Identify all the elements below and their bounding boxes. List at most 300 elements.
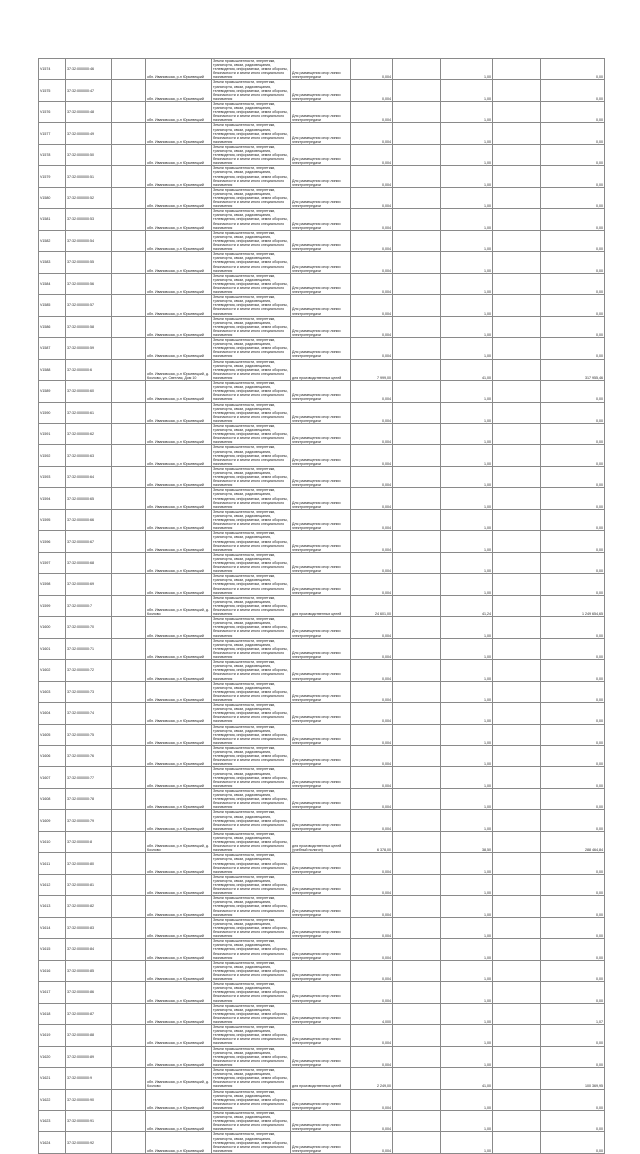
blank-cell <box>393 1046 441 1067</box>
blank-cell <box>112 59 146 80</box>
value: 0,00 <box>541 960 605 981</box>
permitted-use: Для размещения опор линии электропередачи <box>291 939 351 960</box>
address: обл. Ивановская, р-н Юрьевецкий <box>146 724 212 745</box>
row-code: V1619 <box>39 1025 66 1046</box>
value: 0,00 <box>541 209 605 230</box>
area: 24 601,00 <box>351 595 393 616</box>
address: обл. Ивановская, р-н Юрьевецкий <box>146 1089 212 1110</box>
blank-cell <box>393 80 441 101</box>
value: 0,00 <box>541 917 605 938</box>
table-row <box>39 681 605 702</box>
value: 0,00 <box>541 80 605 101</box>
permitted-use: Для размещения опор линии электропередачи <box>291 1110 351 1131</box>
land-category: Земли промышленности, энергетики, транспорта, связи, радиовещания, телевидения, информатики, земли обороны, безопасности и земли иного специального назначения <box>212 1110 291 1131</box>
row-code: V1583 <box>39 252 66 273</box>
land-category: Земли промышленности, энергетики, транспорта, связи, радиовещания, телевидения, информатики, земли обороны, безопасности и земли иного специального назначения <box>212 466 291 487</box>
value: 1,07 <box>541 1003 605 1024</box>
area: 0,004 <box>351 423 393 444</box>
land-category: Земли промышленности, энергетики, транспорта, связи, радиовещания, телевидения, информатики, земли обороны, безопасности и земли иного специального назначения <box>212 917 291 938</box>
blank-cell <box>112 810 146 831</box>
address: обл. Ивановская, р-н Юрьевецкий <box>146 638 212 659</box>
permitted-use: Для размещения опор линии электропередачи <box>291 810 351 831</box>
blank-cell <box>493 917 541 938</box>
address: обл. Ивановская, р-н Юрьевецкий <box>146 509 212 530</box>
blank-cell <box>393 874 441 895</box>
value: 0,00 <box>541 273 605 294</box>
address: обл. Ивановская, р-н Юрьевецкий <box>146 381 212 402</box>
blank-cell <box>493 166 541 187</box>
value: 0,00 <box>541 767 605 788</box>
table-row <box>39 230 605 251</box>
table-row <box>39 595 605 616</box>
blank-cell <box>112 531 146 552</box>
table-row <box>39 1003 605 1024</box>
land-category: Земли промышленности, энергетики, транспорта, связи, радиовещания, телевидения, информатики, земли обороны, безопасности и земли иного специального назначения <box>212 574 291 595</box>
table-row <box>39 831 605 852</box>
value: 0,00 <box>541 166 605 187</box>
cadastral-number: 37:32:000000:7 <box>66 595 112 616</box>
area: 0,004 <box>351 123 393 144</box>
blank-cell <box>112 316 146 337</box>
cadastral-number: 37:32:000000:8 <box>66 831 112 852</box>
address: обл. Ивановская, р-н Юрьевецкий <box>146 273 212 294</box>
address: обл. Ивановская, р-н Юрьевецкий <box>146 166 212 187</box>
row-code: V1607 <box>39 767 66 788</box>
table-row <box>39 423 605 444</box>
table-row <box>39 1068 605 1089</box>
row-code: V1614 <box>39 917 66 938</box>
blank-cell <box>112 80 146 101</box>
row-code: V1592 <box>39 445 66 466</box>
coefficient: 1,00 <box>441 230 493 251</box>
cadastral-number: 37:32:000000:61 <box>66 402 112 423</box>
area: 0,004 <box>351 982 393 1003</box>
cadastral-number: 37:32:000000:87 <box>66 1003 112 1024</box>
blank-cell <box>493 101 541 122</box>
blank-cell <box>393 810 441 831</box>
land-category: Земли промышленности, энергетики, транспорта, связи, радиовещания, телевидения, информатики, земли обороны, безопасности и земли иного специального назначения <box>212 423 291 444</box>
value: 0,00 <box>541 338 605 359</box>
land-category: Земли промышленности, энергетики, транспорта, связи, радиовещания, телевидения, информатики, земли обороны, безопасности и земли иного специального назначения <box>212 810 291 831</box>
row-code: V1610 <box>39 831 66 852</box>
permitted-use: Для размещения опор линии электропередачи <box>291 917 351 938</box>
value: 0,00 <box>541 574 605 595</box>
blank-cell <box>112 960 146 981</box>
row-code: V1603 <box>39 681 66 702</box>
value: 0,00 <box>541 531 605 552</box>
coefficient: 1,00 <box>441 1110 493 1131</box>
table-row <box>39 617 605 638</box>
value: 0,00 <box>541 874 605 895</box>
land-category: Земли промышленности, энергетики, транспорта, связи, радиовещания, телевидения, информатики, земли обороны, безопасности и земли иного специального назначения <box>212 960 291 981</box>
area: 0,004 <box>351 402 393 423</box>
land-category: Земли промышленности, энергетики, транспорта, связи, радиовещания, телевидения, информатики, земли обороны, безопасности и земли иного специального назначения <box>212 939 291 960</box>
coefficient: 1,00 <box>441 1046 493 1067</box>
cadastral-number: 37:32:000000:63 <box>66 445 112 466</box>
coefficient: 1,00 <box>441 252 493 273</box>
address: обл. Ивановская, р-н Юрьевецкий, д. Козлово <box>146 1068 212 1089</box>
blank-cell <box>493 402 541 423</box>
blank-cell <box>493 681 541 702</box>
blank-cell <box>393 660 441 681</box>
table-row <box>39 402 605 423</box>
coefficient: 1,00 <box>441 488 493 509</box>
blank-cell <box>393 853 441 874</box>
blank-cell <box>112 166 146 187</box>
table-row <box>39 209 605 230</box>
address: обл. Ивановская, р-н Юрьевецкий <box>146 917 212 938</box>
blank-cell <box>112 445 146 466</box>
area: 0,004 <box>351 209 393 230</box>
blank-cell <box>112 1025 146 1046</box>
cadastral-number: 37:32:000000:51 <box>66 166 112 187</box>
area: 0,004 <box>351 917 393 938</box>
table-row <box>39 466 605 487</box>
blank-cell <box>493 144 541 165</box>
cadastral-number: 37:32:000000:88 <box>66 1025 112 1046</box>
area: 0,004 <box>351 80 393 101</box>
permitted-use: Для размещения опор линии электропередачи <box>291 59 351 80</box>
land-category: Земли промышленности, энергетики, транспорта, связи, радиовещания, телевидения, информатики, земли обороны, безопасности и земли иного специального назначения <box>212 552 291 573</box>
cadastral-number: 37:32:000000:83 <box>66 917 112 938</box>
row-code: V1612 <box>39 874 66 895</box>
row-code: V1601 <box>39 638 66 659</box>
cadastral-number: 37:32:000000:58 <box>66 316 112 337</box>
cadastral-number: 37:32:000000:74 <box>66 703 112 724</box>
table-row <box>39 982 605 1003</box>
blank-cell <box>493 574 541 595</box>
area: 0,004 <box>351 1089 393 1110</box>
address: обл. Ивановская, р-н Юрьевецкий <box>146 295 212 316</box>
permitted-use: Для размещения опор линии электропередачи <box>291 423 351 444</box>
value: 0,00 <box>541 381 605 402</box>
blank-cell <box>393 187 441 208</box>
blank-cell <box>393 445 441 466</box>
table-row <box>39 316 605 337</box>
area: 0,004 <box>351 724 393 745</box>
table-row <box>39 960 605 981</box>
permitted-use: для производственных целей <box>291 1068 351 1089</box>
land-category: Земли промышленности, энергетики, транспорта, связи, радиовещания, телевидения, информатики, земли обороны, безопасности и земли иного специального назначения <box>212 509 291 530</box>
permitted-use: Для размещения опор линии электропередачи <box>291 1003 351 1024</box>
land-category: Земли промышленности, энергетики, транспорта, связи, радиовещания, телевидения, информатики, земли обороны, безопасности и земли иного специального назначения <box>212 488 291 509</box>
blank-cell <box>112 874 146 895</box>
cadastral-number: 37:32:000000:81 <box>66 874 112 895</box>
value: 0,00 <box>541 488 605 509</box>
cadastral-number: 37:32:000000:71 <box>66 638 112 659</box>
blank-cell <box>393 767 441 788</box>
address: обл. Ивановская, р-н Юрьевецкий <box>146 466 212 487</box>
row-code: V1594 <box>39 488 66 509</box>
row-code: V1600 <box>39 617 66 638</box>
area: 0,004 <box>351 445 393 466</box>
coefficient: 1,00 <box>441 724 493 745</box>
coefficient: 1,00 <box>441 982 493 1003</box>
permitted-use: Для размещения опор линии электропередачи <box>291 638 351 659</box>
land-category: Земли промышленности, энергетики, транспорта, связи, радиовещания, телевидения, информатики, земли обороны, безопасности и земли иного специального назначения <box>212 1003 291 1024</box>
address: обл. Ивановская, р-н Юрьевецкий <box>146 767 212 788</box>
cadastral-number: 37:32:000000:90 <box>66 1089 112 1110</box>
address: обл. Ивановская, р-н Юрьевецкий <box>146 252 212 273</box>
coefficient: 1,00 <box>441 874 493 895</box>
coefficient: 1,00 <box>441 574 493 595</box>
address: обл. Ивановская, р-н Юрьевецкий, д. Козлово <box>146 831 212 852</box>
land-category: Земли промышленности, энергетики, транспорта, связи, радиовещания, телевидения, информатики, земли обороны, безопасности и земли иного специального назначения <box>212 316 291 337</box>
blank-cell <box>112 853 146 874</box>
blank-cell <box>112 1132 146 1153</box>
blank-cell <box>393 381 441 402</box>
area: 0,004 <box>351 552 393 573</box>
permitted-use: Для размещения опор линии электропередачи <box>291 1046 351 1067</box>
land-category: Земли промышленности, энергетики, транспорта, связи, радиовещания, телевидения, информатики, земли обороны, безопасности и земли иного специального назначения <box>212 1132 291 1153</box>
blank-cell <box>112 466 146 487</box>
table-row <box>39 1089 605 1110</box>
table-row <box>39 917 605 938</box>
blank-cell <box>112 574 146 595</box>
land-category: Земли промышленности, энергетики, транспорта, связи, радиовещания, телевидения, информатики, земли обороны, безопасности и земли иного специального назначения <box>212 402 291 423</box>
blank-cell <box>393 574 441 595</box>
table-row <box>39 144 605 165</box>
value: 0,00 <box>541 982 605 1003</box>
cadastral-number: 37:32:000000:69 <box>66 574 112 595</box>
blank-cell <box>493 660 541 681</box>
blank-cell <box>493 488 541 509</box>
blank-cell <box>112 423 146 444</box>
cadastral-number: 37:32:000000:60 <box>66 381 112 402</box>
coefficient: 1,00 <box>441 295 493 316</box>
row-code: V1602 <box>39 660 66 681</box>
blank-cell <box>112 917 146 938</box>
row-code: V1575 <box>39 80 66 101</box>
land-category: Земли промышленности, энергетики, транспорта, связи, радиовещания, телевидения, информатики, земли обороны, безопасности и земли иного специального назначения <box>212 359 291 380</box>
address: обл. Ивановская, р-н Юрьевецкий <box>146 810 212 831</box>
blank-cell <box>393 1110 441 1131</box>
blank-cell <box>493 531 541 552</box>
blank-cell <box>112 402 146 423</box>
blank-cell <box>393 402 441 423</box>
land-category: Земли промышленности, энергетики, транспорта, связи, радиовещания, телевидения, информатики, земли обороны, безопасности и земли иного специального назначения <box>212 1025 291 1046</box>
blank-cell <box>393 166 441 187</box>
blank-cell <box>493 788 541 809</box>
row-code: V1623 <box>39 1110 66 1131</box>
area: 0,004 <box>351 488 393 509</box>
address: обл. Ивановская, р-н Юрьевецкий <box>146 187 212 208</box>
cadastral-number: 37:32:000000:48 <box>66 101 112 122</box>
coefficient: 1,00 <box>441 660 493 681</box>
cadastral-number: 37:32:000000:59 <box>66 338 112 359</box>
permitted-use: Для размещения опор линии электропередачи <box>291 982 351 1003</box>
table-row <box>39 338 605 359</box>
address: обл. Ивановская, р-н Юрьевецкий <box>146 552 212 573</box>
cadastral-number: 37:32:000000:66 <box>66 509 112 530</box>
blank-cell <box>493 59 541 80</box>
blank-cell <box>112 209 146 230</box>
permitted-use: Для размещения опор линии электропередачи <box>291 724 351 745</box>
coefficient: 1,00 <box>441 638 493 659</box>
blank-cell <box>393 1025 441 1046</box>
area: 0,004 <box>351 960 393 981</box>
row-code: V1584 <box>39 273 66 294</box>
row-code: V1580 <box>39 187 66 208</box>
row-code: V1599 <box>39 595 66 616</box>
table-row <box>39 273 605 294</box>
cadastral-number: 37:32:000000:73 <box>66 681 112 702</box>
table-row <box>39 552 605 573</box>
coefficient: 1,00 <box>441 767 493 788</box>
table-row <box>39 252 605 273</box>
permitted-use: Для размещения опор линии электропередачи <box>291 531 351 552</box>
value: 0,00 <box>541 509 605 530</box>
value: 0,00 <box>541 101 605 122</box>
address: обл. Ивановская, р-н Юрьевецкий <box>146 681 212 702</box>
row-code: V1616 <box>39 960 66 981</box>
permitted-use: Для размещения опор линии электропередачи <box>291 466 351 487</box>
table-row <box>39 703 605 724</box>
land-category: Земли промышленности, энергетики, транспорта, связи, радиовещания, телевидения, информатики, земли обороны, безопасности и земли иного специального назначения <box>212 595 291 616</box>
area: 0,004 <box>351 746 393 767</box>
address: обл. Ивановская, р-н Юрьевецкий <box>146 531 212 552</box>
area: 0,004 <box>351 59 393 80</box>
permitted-use: Для размещения опор линии электропередачи <box>291 660 351 681</box>
area: 0,004 <box>351 896 393 917</box>
value: 0,00 <box>541 252 605 273</box>
land-category: Земли промышленности, энергетики, транспорта, связи, радиовещания, телевидения, информатики, земли обороны, безопасности и земли иного специального назначения <box>212 273 291 294</box>
coefficient: 1,00 <box>441 381 493 402</box>
blank-cell <box>393 1132 441 1153</box>
permitted-use: Для размещения опор линии электропередачи <box>291 960 351 981</box>
blank-cell <box>393 960 441 981</box>
address: обл. Ивановская, р-н Юрьевецкий <box>146 402 212 423</box>
blank-cell <box>493 746 541 767</box>
address: обл. Ивановская, р-н Юрьевецкий <box>146 788 212 809</box>
coefficient: 1,00 <box>441 939 493 960</box>
land-category: Земли промышленности, энергетики, транспорта, связи, радиовещания, телевидения, информатики, земли обороны, безопасности и земли иного специального назначения <box>212 681 291 702</box>
address: обл. Ивановская, р-н Юрьевецкий <box>146 230 212 251</box>
blank-cell <box>112 617 146 638</box>
area: 0,004 <box>351 295 393 316</box>
blank-cell <box>493 123 541 144</box>
cadastral-number: 37:32:000000:67 <box>66 531 112 552</box>
coefficient: 1,00 <box>441 1089 493 1110</box>
land-category: Земли промышленности, энергетики, транспорта, связи, радиовещания, телевидения, информатики, земли обороны, безопасности и земли иного специального назначения <box>212 767 291 788</box>
value: 317 955,46 <box>541 359 605 380</box>
table-row <box>39 574 605 595</box>
value: 0,00 <box>541 939 605 960</box>
coefficient: 38,50 <box>441 831 493 852</box>
permitted-use: Для размещения опор линии электропередачи <box>291 1089 351 1110</box>
blank-cell <box>112 939 146 960</box>
value: 0,00 <box>541 1089 605 1110</box>
row-code: V1579 <box>39 166 66 187</box>
permitted-use: Для размещения опор линии электропередачи <box>291 896 351 917</box>
row-code: V1588 <box>39 359 66 380</box>
coefficient: 1,00 <box>441 316 493 337</box>
blank-cell <box>493 230 541 251</box>
land-category: Земли промышленности, энергетики, транспорта, связи, радиовещания, телевидения, информатики, земли обороны, безопасности и земли иного специального назначения <box>212 982 291 1003</box>
row-code: V1597 <box>39 552 66 573</box>
land-category: Земли промышленности, энергетики, транспорта, связи, радиовещания, телевидения, информатики, земли обороны, безопасности и земли иного специального назначения <box>212 1089 291 1110</box>
blank-cell <box>112 252 146 273</box>
table-row <box>39 724 605 745</box>
blank-cell <box>393 101 441 122</box>
cadastral-number: 37:32:000000:89 <box>66 1046 112 1067</box>
blank-cell <box>493 381 541 402</box>
value: 0,00 <box>541 187 605 208</box>
cadastral-number: 37:32:000000:78 <box>66 788 112 809</box>
permitted-use: Для размещения опор линии электропередачи <box>291 552 351 573</box>
cadastral-number: 37:32:000000:56 <box>66 273 112 294</box>
value: 0,00 <box>541 788 605 809</box>
area: 0,004 <box>351 703 393 724</box>
land-category: Земли промышленности, энергетики, транспорта, связи, радиовещания, телевидения, информатики, земли обороны, безопасности и земли иного специального назначения <box>212 123 291 144</box>
area: 0,004 <box>351 810 393 831</box>
blank-cell <box>493 1003 541 1024</box>
permitted-use: Для размещения опор линии электропередачи <box>291 252 351 273</box>
land-category: Земли промышленности, энергетики, транспорта, связи, радиовещания, телевидения, информатики, земли обороны, безопасности и земли иного специального назначения <box>212 209 291 230</box>
area: 0,004 <box>351 338 393 359</box>
blank-cell <box>393 617 441 638</box>
address: обл. Ивановская, р-н Юрьевецкий <box>146 316 212 337</box>
row-code: V1611 <box>39 853 66 874</box>
blank-cell <box>493 638 541 659</box>
blank-cell <box>493 767 541 788</box>
permitted-use: Для размещения опор линии электропередачи <box>291 509 351 530</box>
area: 0,004 <box>351 316 393 337</box>
coefficient: 1,00 <box>441 80 493 101</box>
coefficient: 1,00 <box>441 1025 493 1046</box>
blank-cell <box>112 1110 146 1131</box>
land-category: Земли промышленности, энергетики, транспорта, связи, радиовещания, телевидения, информатики, земли обороны, безопасности и земли иного специального назначения <box>212 187 291 208</box>
value: 0,00 <box>541 617 605 638</box>
row-code: V1595 <box>39 509 66 530</box>
row-code: V1593 <box>39 466 66 487</box>
row-code: V1617 <box>39 982 66 1003</box>
blank-cell <box>112 273 146 294</box>
blank-cell <box>393 359 441 380</box>
land-category: Земли промышленности, энергетики, транспорта, связи, радиовещания, телевидения, информатики, земли обороны, безопасности и земли иного специального назначения <box>212 166 291 187</box>
area: 0,004 <box>351 1132 393 1153</box>
value: 0,00 <box>541 681 605 702</box>
land-category: Земли промышленности, энергетики, транспорта, связи, радиовещания, телевидения, информатики, земли обороны, безопасности и земли иного специального назначения <box>212 1046 291 1067</box>
value: 0,00 <box>541 810 605 831</box>
table-row <box>39 101 605 122</box>
permitted-use: Для размещения опор линии электропередачи <box>291 1132 351 1153</box>
blank-cell <box>393 273 441 294</box>
blank-cell <box>493 252 541 273</box>
land-category: Земли промышленности, энергетики, транспорта, связи, радиовещания, телевидения, информатики, земли обороны, безопасности и земли иного специального назначения <box>212 724 291 745</box>
blank-cell <box>112 831 146 852</box>
cadastral-number: 37:32:000000:55 <box>66 252 112 273</box>
blank-cell <box>493 509 541 530</box>
row-code: V1608 <box>39 788 66 809</box>
value: 0,00 <box>541 230 605 251</box>
blank-cell <box>112 896 146 917</box>
land-category: Земли промышленности, энергетики, транспорта, связи, радиовещания, телевидения, информатики, земли обороны, безопасности и земли иного специального назначения <box>212 445 291 466</box>
blank-cell <box>493 831 541 852</box>
table-row <box>39 509 605 530</box>
address: обл. Ивановская, р-н Юрьевецкий <box>146 617 212 638</box>
coefficient: 1,00 <box>441 338 493 359</box>
permitted-use: Для размещения опор линии электропередачи <box>291 402 351 423</box>
blank-cell <box>493 595 541 616</box>
table-body <box>39 59 605 1154</box>
coefficient: 1,00 <box>441 810 493 831</box>
cadastral-number: 37:32:000000:62 <box>66 423 112 444</box>
blank-cell <box>112 187 146 208</box>
permitted-use: Для размещения опор линии электропередачи <box>291 445 351 466</box>
blank-cell <box>393 488 441 509</box>
land-category: Земли промышленности, энергетики, транспорта, связи, радиовещания, телевидения, информатики, земли обороны, безопасности и земли иного специального назначения <box>212 853 291 874</box>
